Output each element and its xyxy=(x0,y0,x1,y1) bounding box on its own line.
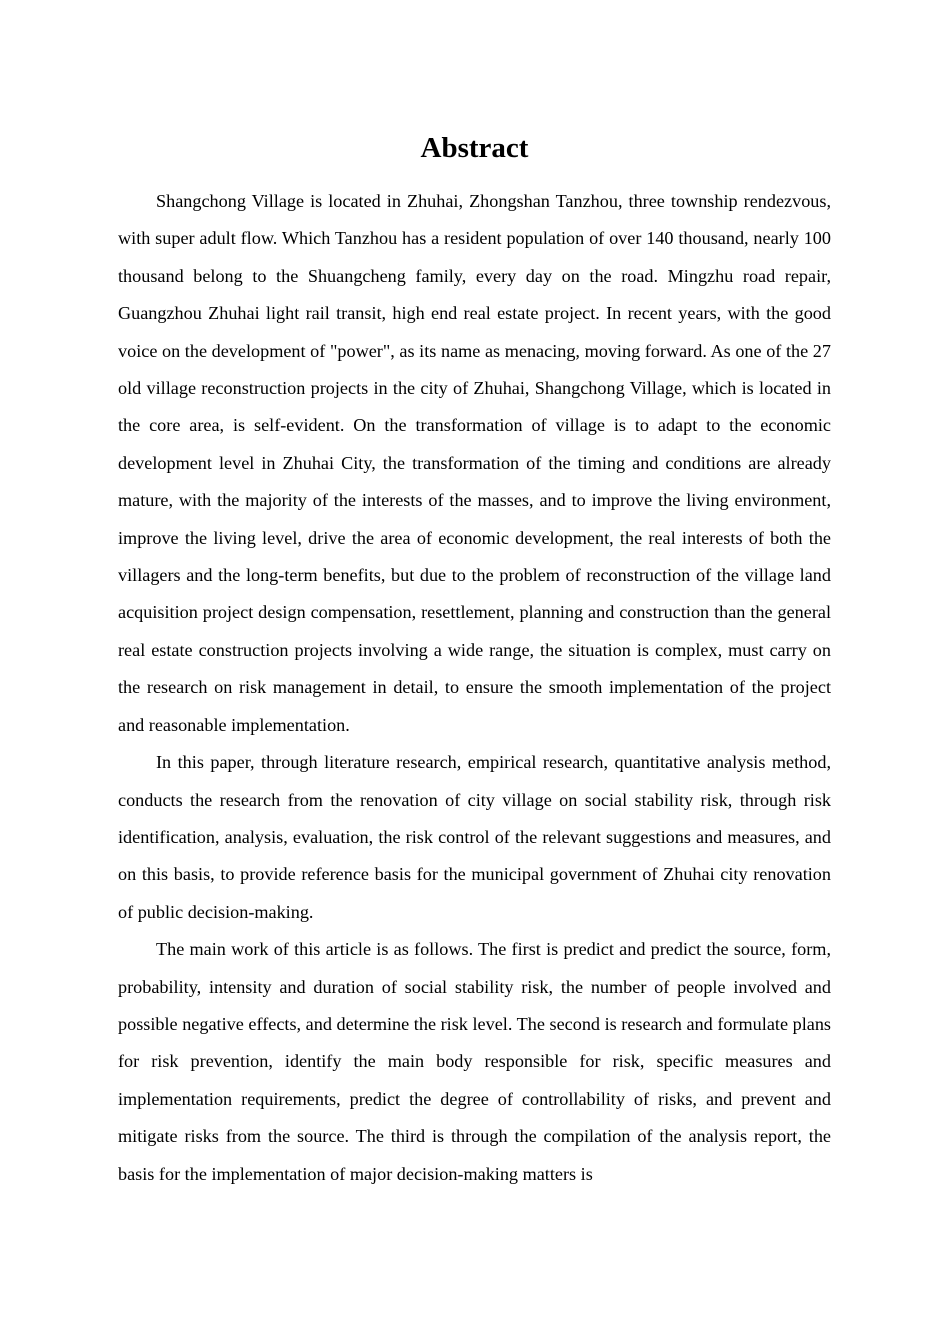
page-title: Abstract xyxy=(420,132,529,164)
document-page xyxy=(118,128,831,1193)
abstract-paragraph-3: The main work of this article is as follows. The first is predict and predict the source, form, probability, intensity and duration of social stability risk, the number of people involved and possible negative effects, and determine the risk level. The second is research and formulate plans for risk prevention, identify the main body responsible for risk, specific measures and implementation requirements, predict the degree of controllability of risks, and prevent and mitigate risks from the source. The third is through the compilation of the analysis report, the basis for the implementation of major decision-making matters is xyxy=(118,939,831,1184)
abstract-paragraph-2: In this paper, through literature research, empirical research, quantitative analysis method, conducts the research from the renovation of city village on social stability risk, through risk identification, analysis, evaluation, the risk control of the relevant suggestions and measures, and on this basis, to provide reference basis for the municipal government of Zhuhai city renovation of public decision-making. xyxy=(118,752,831,922)
abstract-paragraph-1: Shangchong Village is located in Zhuhai, Zhongshan Tanzhou, three township rendezvous, with super adult flow. Which Tanzhou has a resident population of over 140 thousand, nearly 100 thousand belong to the Shuangcheng family, every day on the road. Mingzhu road repair, Guangzhou Zhuhai light rail transit, high end real estate project. In recent years, with the good voice on the development of "power", as its name as menacing, moving forward. As one of the 27 old village reconstruction projects in the city of Zhuhai, Shangchong Village, which is located in the core area, is self-evident. On the transformation of village is to adapt to the economic development level in Zhuhai City, the transformation of the timing and conditions are already mature, with the majority of the interests of the masses, and to improve the living environment, improve the living level, drive the area of economic development, the real interests of both the villagers and the long-term benefits, but due to the problem of reconstruction of the village land acquisition project design compensation, resettlement, planning and construction than the general real estate construction projects involving a wide range, the situation is complex, must carry on the research on risk management in detail, to ensure the smooth implementation of the project and reasonable implementation. xyxy=(118,191,831,735)
